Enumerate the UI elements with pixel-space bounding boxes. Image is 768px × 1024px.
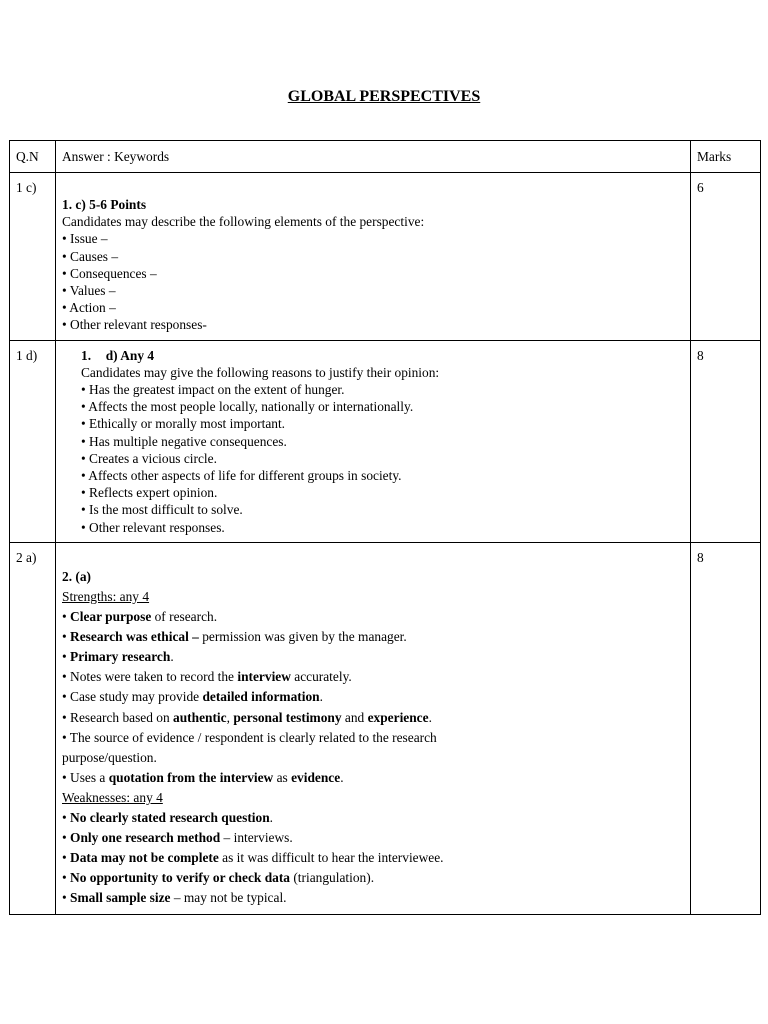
qn-cell: 1 d) — [10, 340, 56, 542]
answer-intro: Candidates may describe the following elements of the perspective: — [62, 214, 425, 230]
marks-cell: 8 — [691, 340, 761, 542]
table-row — [10, 542, 761, 915]
list-item: • Affects the most people locally, nationally or internationally. — [81, 399, 414, 415]
marks-cell: 8 — [691, 542, 761, 915]
list-item: • Research was ethical – permission was given by the manager. — [62, 629, 407, 645]
list-item: • Other relevant responses- — [62, 317, 207, 333]
list-item: • Case study may provide detailed information. — [62, 689, 323, 705]
answer-cell — [56, 173, 691, 341]
list-item: • Has multiple negative consequences. — [81, 433, 287, 449]
qn-cell: 2 a) — [10, 542, 56, 915]
table-row — [10, 173, 761, 341]
answer-heading: 1. d) Any 4 — [81, 347, 155, 363]
list-item: • Affects other aspects of life for different groups in society. — [81, 468, 402, 484]
list-item: • Reflects expert opinion. — [81, 485, 218, 501]
list-item: • Consequences – — [62, 265, 157, 281]
qn-cell: 1 c) — [10, 173, 56, 341]
list-item: • Only one research method – interviews. — [62, 830, 293, 846]
list-item: • Other relevant responses. — [81, 519, 225, 535]
list-item: • No clearly stated research question. — [62, 809, 273, 825]
list-item: • Values – — [62, 283, 116, 299]
list-item: • Has the greatest impact on the extent of hunger. — [81, 382, 345, 398]
weaknesses-label: Weaknesses: any 4 — [62, 789, 163, 805]
list-item: • Issue – — [62, 231, 108, 247]
list-item: • Action – — [62, 300, 116, 316]
list-item: • Primary research. — [62, 649, 174, 665]
strengths-label: Strengths: any 4 — [62, 588, 150, 604]
answer-cell — [56, 542, 691, 915]
list-item: • Creates a vicious circle. — [81, 450, 217, 466]
answer-heading: 2. (a) — [62, 568, 92, 584]
table-header-row — [10, 141, 761, 173]
header-qn: Q.N — [10, 141, 56, 173]
list-item: • Is the most difficult to solve. — [81, 502, 243, 518]
list-item: • Clear purpose of research. — [62, 609, 218, 625]
marks-cell: 6 — [691, 173, 761, 341]
mark-scheme-table — [9, 140, 761, 915]
list-item: • Notes were taken to record the interview accurately. — [62, 669, 352, 685]
list-item: • Uses a quotation from the interview as evidence. — [62, 769, 344, 785]
page-title: GLOBAL PERSPECTIVES — [287, 88, 481, 105]
header-marks: Marks — [691, 141, 761, 173]
list-item: • Data may not be complete as it was difficult to hear the interviewee. — [62, 850, 444, 866]
answer-cell — [56, 340, 691, 542]
list-item: • No opportunity to verify or check data (triangulation). — [62, 870, 375, 886]
header-answer: Answer : Keywords — [56, 141, 691, 173]
answer-heading: 1. c) 5-6 Points — [62, 197, 147, 212]
list-item: • Research based on authentic, personal testimony and experience. — [62, 709, 432, 725]
table-row — [10, 340, 761, 542]
list-item: • Small sample size – may not be typical. — [62, 890, 287, 906]
answer-intro: Candidates may give the following reasons to justify their opinion: — [81, 364, 440, 380]
list-item: • Ethically or morally most important. — [81, 416, 286, 432]
list-item: • Causes – — [62, 248, 119, 264]
list-item: • The source of evidence / respondent is clearly related to the research purpose/question. — [62, 729, 437, 765]
